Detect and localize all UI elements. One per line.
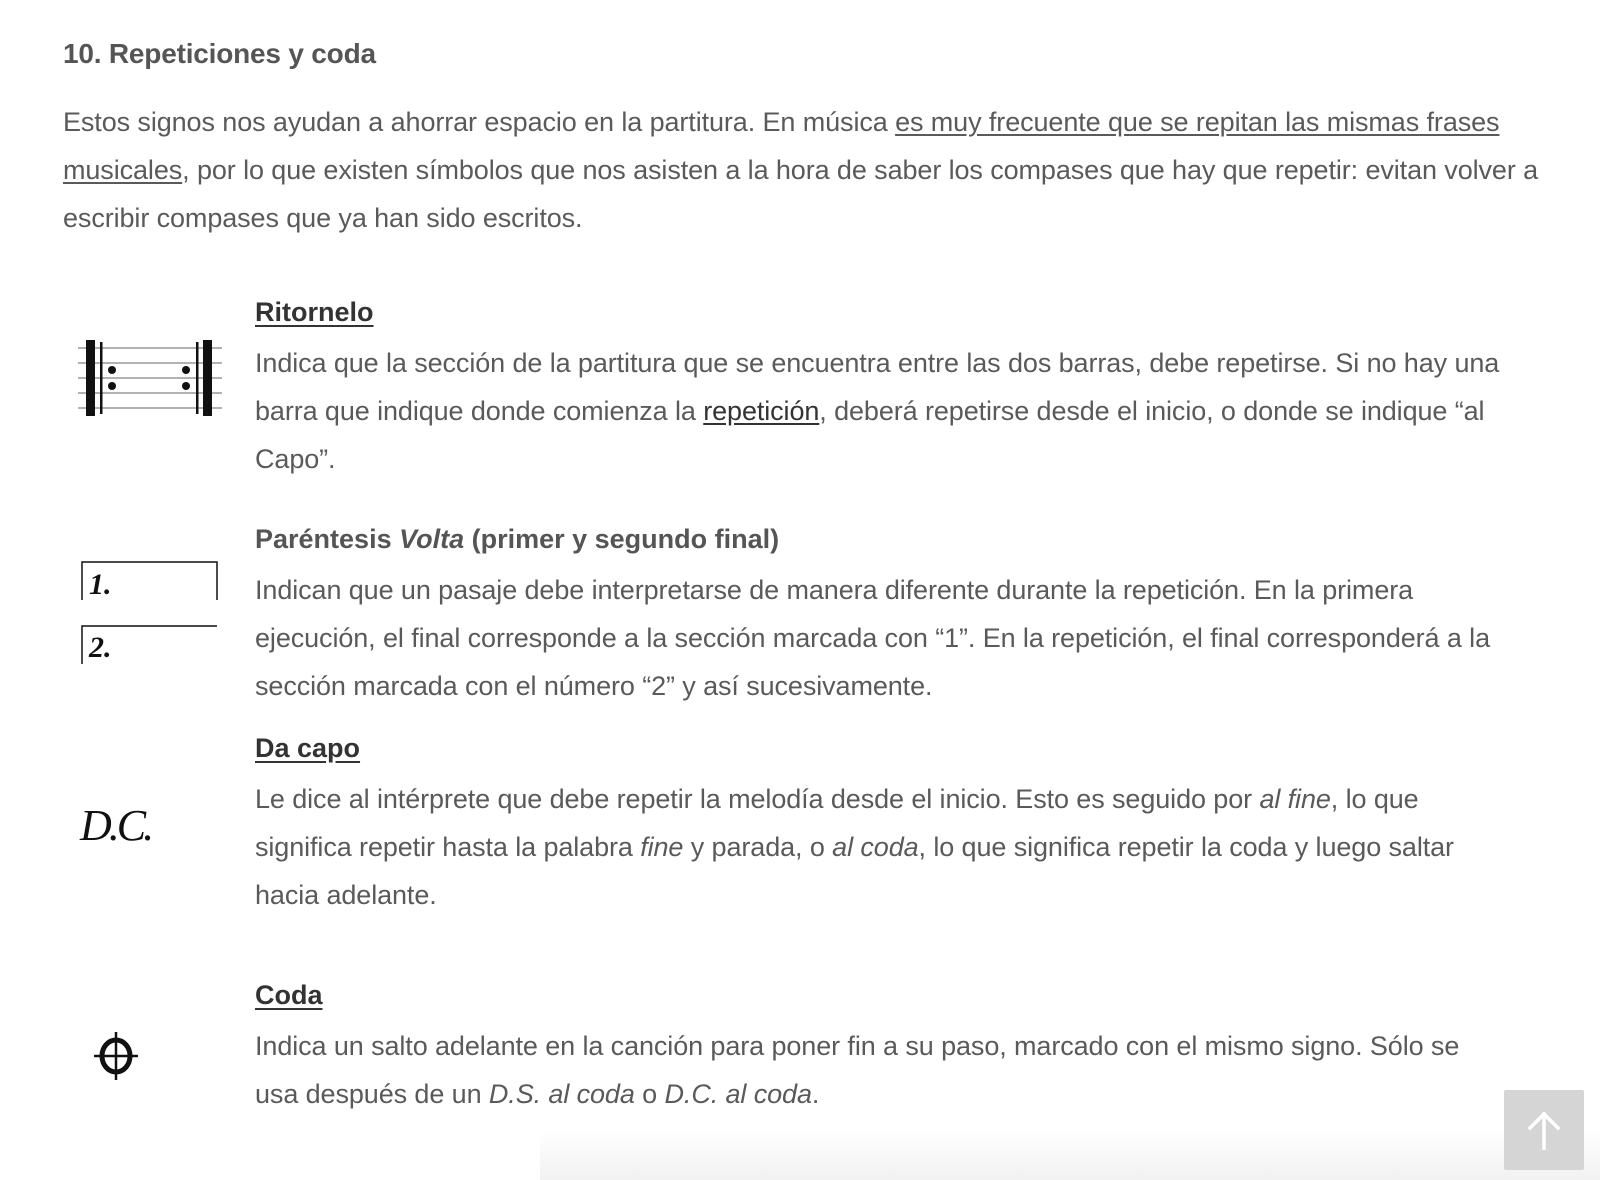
da-capo-italic-3: al coda [832, 832, 919, 862]
coda-italic-1: D.S. al coda [488, 1079, 635, 1109]
da-capo-italic-1: al fine [1259, 784, 1331, 814]
volta-title [255, 524, 779, 555]
da-capo-italic-2: fine [640, 832, 684, 862]
volta-title-italic: Volta [399, 524, 465, 554]
volta-first-label: 1. [89, 568, 112, 601]
intro-text-start: Estos signos nos ayudan a ahorrar espacio en la partitura. En música [63, 107, 896, 137]
ritornelo-text-end: , deberá repetirse desde el inicio, o donde se indique “al Capo”. [255, 396, 1485, 474]
coda-text-2: o [634, 1079, 665, 1109]
coda-italic-2: D.C. al coda [664, 1079, 812, 1109]
repeticion-link[interactable]: repetición [703, 396, 820, 426]
intro-text-end: , por lo que existen símbolos que nos asisten a la hora de saber los compases que hay que repetir: evitan volver a escribir compases que ya han sido escritos. [63, 155, 1539, 233]
coda-description [255, 1022, 1505, 1118]
volta-title-prefix: Paréntesis [255, 524, 400, 554]
coda-text-1: Indica un salto adelante en la canción para poner fin a su paso, marcado con el mismo signo. Sólo se usa después de un [255, 1031, 1460, 1109]
da-capo-title[interactable]: Da capo [255, 733, 361, 763]
coda-symbol-icon [94, 1032, 138, 1080]
intro-link[interactable]: es muy frecuente que se repitan las mismas frases musicales [63, 107, 1500, 185]
da-capo-text-4: , lo que significa repetir la coda y luego saltar hacia adelante. [255, 832, 1454, 910]
section-title: 10. Repeticiones y coda [63, 38, 376, 69]
ritornelo-description [255, 339, 1505, 483]
ritornelo-symbol-icon [78, 340, 222, 416]
da-capo-text-3: y parada, o [683, 832, 833, 862]
arrow-up-icon [1526, 1110, 1562, 1150]
da-capo-text-1: Le dice al intérprete que debe repetir la melodía desde el inicio. Esto es seguido por [255, 784, 1260, 814]
coda-text-3: . [811, 1079, 820, 1109]
volta-title-suffix: (primer y segundo final) [464, 524, 780, 554]
da-capo-text-2: , lo que significa repetir hasta la palabra [255, 784, 1419, 862]
ritornelo-text-start: Indica que la sección de la partitura que se encuentra entre las dos barras, debe repetirse. Si no hay una barra que indique donde comienza la [255, 348, 1500, 426]
back-to-top-button[interactable] [1504, 1090, 1584, 1170]
ritornelo-title[interactable]: Ritornelo [255, 297, 374, 327]
volta-description: Indican que un pasaje debe interpretarse de manera diferente durante la repetición. En la primera ejecución, el final corresponde a la sección marcada con “1”. En la repetición, el final corresponderá a la sección marcada con el número “2” y así sucesivamente. [255, 575, 1490, 701]
da-capo-description [255, 775, 1505, 919]
coda-title[interactable]: Coda [255, 980, 323, 1010]
da-capo-symbol: D.C. [80, 801, 152, 850]
volta-brackets-icon [80, 560, 220, 670]
intro-paragraph [63, 98, 1543, 242]
volta-second-label: 2. [89, 631, 112, 664]
footer-shadow [540, 1130, 1600, 1180]
